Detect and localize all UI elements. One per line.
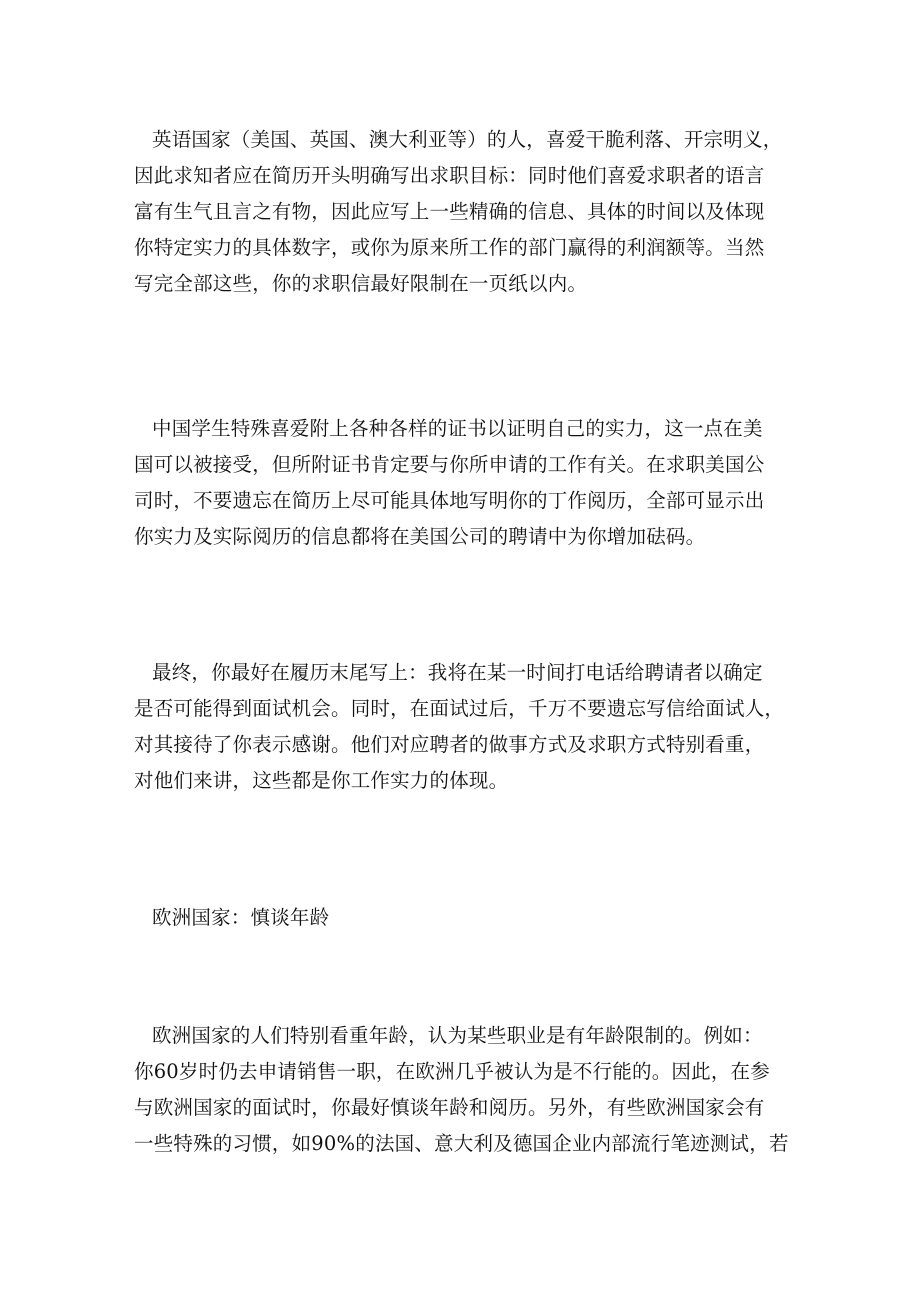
section-heading-text: 欧洲国家：慎谈年龄 bbox=[152, 906, 330, 929]
paragraph-line: 欧洲国家的人们特别看重年龄，认为某些职业是有年龄限制的。例如： bbox=[152, 1024, 763, 1047]
paragraph-line: 是否可能得到面试机会。同时，在面试过后，千万不要遗忘写信给面试人， bbox=[134, 697, 785, 720]
paragraph-line: 你实力及实际阅历的信息都将在美国公司的聘请中为你增加砝码。 bbox=[134, 525, 706, 548]
paragraph-line: 对其接待了你表示感谢。他们对应聘者的做事方式及求职方式特别看重， bbox=[134, 733, 765, 756]
paragraph-line: 最终，你最好在履历末尾写上：我将在某一时间打电话给聘请者以确定 bbox=[152, 661, 763, 684]
section-heading bbox=[134, 900, 794, 936]
paragraph-line: 英语国家（美国、英国、澳大利亚等）的人，喜爱干脆利落、开宗明义， bbox=[152, 128, 783, 151]
paragraph-line: 司时，不要遗忘在简历上尽可能具体地写明你的丁作阅历，全部可显示出 bbox=[134, 489, 765, 512]
paragraph-line: 与欧洲国家的面试时，你最好慎谈年龄和阅历。另外，有些欧洲国家会有 bbox=[134, 1096, 765, 1119]
paragraph-line: 国可以被接受，但所附证书肯定要与你所申请的工作有关。在求职美国公 bbox=[134, 453, 765, 476]
paragraph-line: 中国学生特殊喜爱附上各种各样的证书以证明自己的实力，这一点在美 bbox=[152, 417, 763, 440]
paragraph-follow-up bbox=[134, 655, 794, 799]
paragraph-line: 一些特殊的习惯，如90%的法国、意大利及德国企业内部流行笔迹测试，若 bbox=[134, 1132, 789, 1155]
paragraph-line: 你特定实力的具体数字，或你为原来所工作的部门赢得的利润额等。当然 bbox=[134, 236, 765, 259]
paragraph-line: 对他们来讲，这些都是你工作实力的体现。 bbox=[134, 769, 509, 792]
paragraph-english-countries bbox=[134, 122, 794, 302]
paragraph-line: 因此求知者应在简历开头明确写出求职目标：同时他们喜爱求职者的语言 bbox=[134, 164, 765, 187]
paragraph-line: 富有生气且言之有物，因此应写上一些精确的信息、具体的时间以及体现 bbox=[134, 200, 765, 223]
paragraph-line: 写完全部这些，你的求职信最好限制在一页纸以内。 bbox=[134, 272, 588, 295]
paragraph-line: 你60岁时仍去申请销售一职，在欧洲几乎被认为是不行能的。因此，在参 bbox=[134, 1060, 770, 1083]
paragraph-certificates bbox=[134, 411, 794, 555]
paragraph-european-age bbox=[134, 1018, 794, 1162]
